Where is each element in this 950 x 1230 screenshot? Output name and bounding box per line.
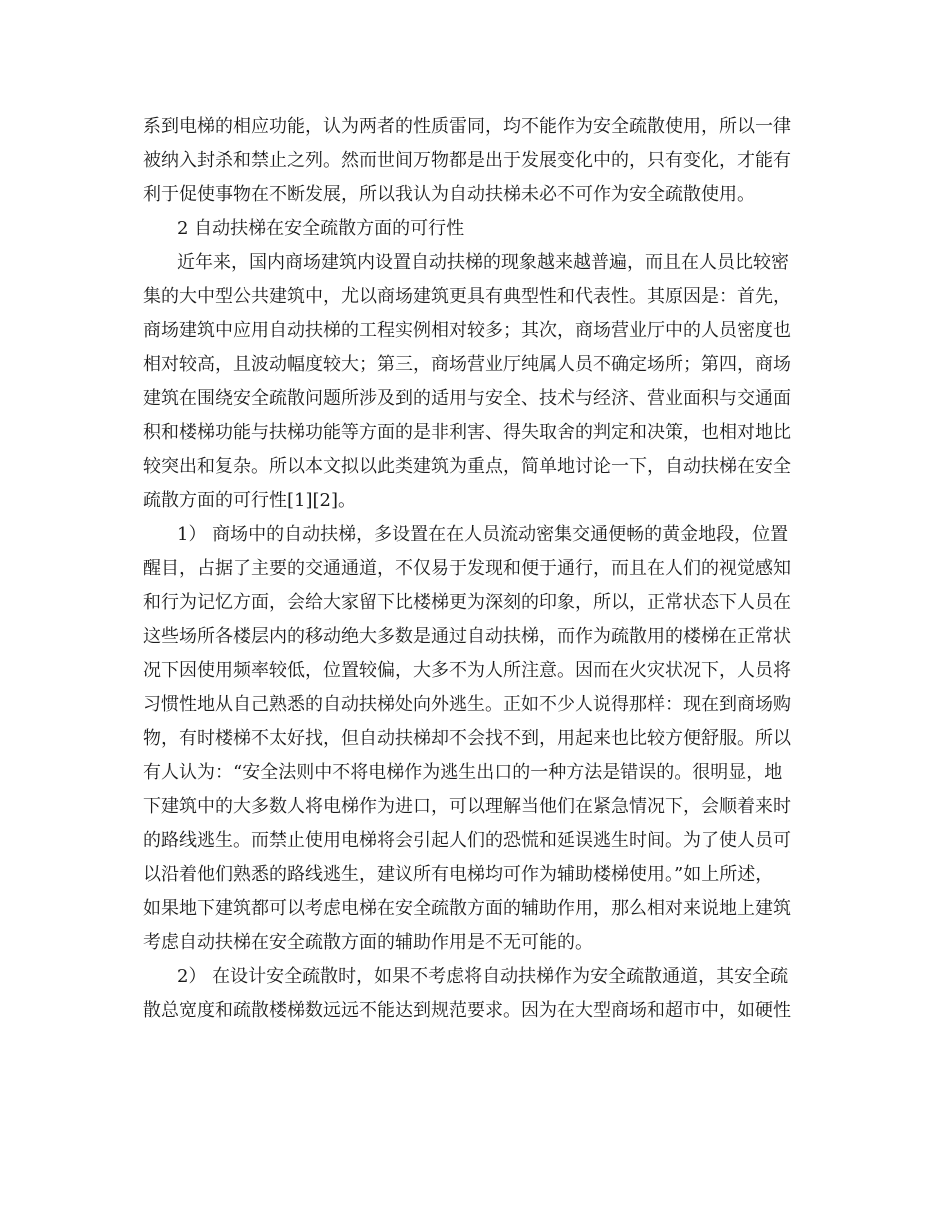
text-line: 积和楼梯功能与扶梯功能等方面的是非利害、得失取舍的判定和决策，也相对地比	[143, 422, 791, 443]
text-line: 近年来，国内商场建筑内设置自动扶梯的现象越来越普遍，而且在人员比较密	[177, 252, 789, 273]
text-line: 况下因使用频率较低，位置较偏，大多不为人所注意。因而在火灾状况下，人员将	[143, 660, 791, 681]
text-line: 1） 商场中的自动扶梯，多设置在在人员流动密集交通便畅的黄金地段，位置	[177, 524, 789, 545]
text-line: 2） 在设计安全疏散时，如果不考虑将自动扶梯作为安全疏散通道，其安全疏	[177, 966, 789, 987]
text-line: 习惯性地从自己熟悉的自动扶梯处向外逃生。正如不少人说得那样：现在到商场购	[143, 694, 791, 715]
text-line: 醒目，占据了主要的交通通道，不仅易于发现和便于通行，而且在人们的视觉感知	[143, 558, 791, 579]
text-line: 相对较高，且波动幅度较大；第三，商场营业厅纯属人员不确定场所；第四，商场	[143, 354, 791, 375]
text-line: 物，有时楼梯不太好找，但自动扶梯却不会找不到，用起来也比较方便舒服。所以	[143, 728, 791, 749]
text-line: 和行为记忆方面，会给大家留下比楼梯更为深刻的印象，所以，正常状态下人员在	[143, 592, 791, 613]
text-line: 集的大中型公共建筑中，尤以商场建筑更具有典型性和代表性。其原因是：首先，	[143, 286, 791, 307]
text-line: 的路线逃生。而禁止使用电梯将会引起人们的恐慌和延误逃生时间。为了使人员可	[143, 830, 791, 851]
text-line: 利于促使事物在不断发展，所以我认为自动扶梯未必不可作为安全疏散使用。	[143, 184, 755, 205]
text-line: 散总宽度和疏散楼梯数远远不能达到规范要求。因为在大型商场和超市中，如硬性	[143, 1000, 791, 1021]
text-line: 疏散方面的可行性[1][2]。	[143, 490, 356, 511]
text-line: 建筑在围绕安全疏散问题所涉及到的适用与安全、技术与经济、营业面积与交通面	[143, 388, 791, 409]
text-line: 下建筑中的大多数人将电梯作为进口，可以理解当他们在紧急情况下，会顺着来时	[143, 796, 791, 817]
text-line: 商场建筑中应用自动扶梯的工程实例相对较多；其次，商场营业厅中的人员密度也	[143, 320, 791, 341]
text-line: 较突出和复杂。所以本文拟以此类建筑为重点，简单地讨论一下，自动扶梯在安全	[143, 456, 791, 477]
text-line: 被纳入封杀和禁止之列。然而世间万物都是出于发展变化中的，只有变化，才能有	[143, 150, 791, 171]
section-heading: 2 自动扶梯在安全疏散方面的可行性	[177, 218, 465, 239]
text-line: 这些场所各楼层内的移动绝大多数是通过自动扶梯，而作为疏散用的楼梯在正常状	[143, 626, 791, 647]
text-line: 以沿着他们熟悉的路线逃生，建议所有电梯均可作为辅助楼梯使用。”如上所述，	[143, 864, 774, 885]
text-line: 有人认为：“安全法则中不将电梯作为逃生出口的一种方法是错误的。很明显，地	[143, 762, 783, 783]
text-line: 系到电梯的相应功能，认为两者的性质雷同，均不能作为安全疏散使用，所以一律	[143, 116, 791, 137]
text-line: 如果地下建筑都可以考虑电梯在安全疏散方面的辅助作用，那么相对来说地上建筑	[143, 898, 791, 919]
text-line: 考虑自动扶梯在安全疏散方面的辅助作用是不无可能的。	[143, 932, 593, 953]
